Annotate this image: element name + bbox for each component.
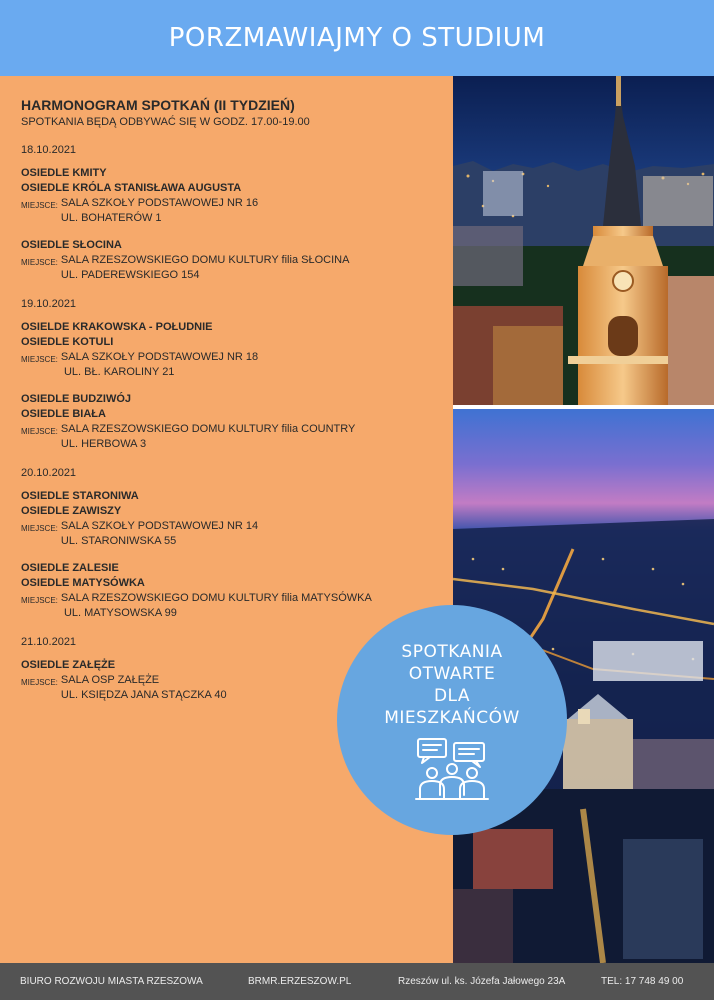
badge-line: DLA [433,686,471,706]
venue-address: UL. BŁ. KAROLINY 21 [60,366,175,378]
venue-address: UL. HERBOWA 3 [60,438,147,450]
open-meetings-badge [337,605,567,835]
venue-address: UL. PADEREWSKIEGO 154 [60,269,200,281]
page-footer [0,963,714,1000]
venue-address: UL. MATYSOWSKA 99 [60,607,177,619]
day-date: 21.10.2021 [21,636,77,648]
district-name: OSIEDLE BIAŁA [21,408,106,420]
meeting-place [21,196,441,226]
venue-name: SALA RZESZOWSKIEGO DOMU KULTURY filia MATYSÓWKA [60,592,372,604]
meeting-place [21,350,441,380]
photo-column [453,76,714,963]
venue-name: SALA OSP ZAŁĘŻE [60,674,160,686]
day-date: 18.10.2021 [21,144,77,156]
meeting-place [21,422,441,452]
day-section [21,143,441,283]
schedule-title: HARMONOGRAM SPOTKAŃ (II TYDZIEŃ) [21,97,295,113]
meeting-block [21,392,441,452]
district-name: OSIEDLE ZAŁĘŻE [21,659,116,671]
venue-address: UL. STARONIWSKA 55 [60,535,177,547]
meeting-block [21,489,441,549]
place-label: MIEJSCE: [21,427,58,436]
schedule-subtitle: SPOTKANIA BĘDĄ ODBYWAĆ SIĘ W GODZ. 17.00-19.00 [21,116,310,128]
venue-name: SALA SZKOŁY PODSTAWOWEJ NR 16 [60,197,259,209]
meeting-place [21,519,441,549]
page-header [0,0,714,76]
badge-line: OTWARTE [408,664,496,684]
place-label: MIEJSCE: [21,524,58,533]
page-title: PORZMAWIAJMY O STUDIUM [168,23,546,53]
meeting-place [21,253,441,283]
footer-website[interactable]: BRMR.ERZESZOW.PL [248,976,352,987]
venue-name: SALA RZESZOWSKIEGO DOMU KULTURY filia SŁOCINA [60,254,350,266]
footer-phone: TEL: 17 748 49 00 [601,976,684,987]
meeting-block [21,166,441,226]
footer-organization: BIURO ROZWOJU MIASTA RZESZOWA [20,976,203,987]
meeting-block [21,320,441,380]
place-label: MIEJSCE: [21,258,58,267]
district-name: OSIEDLE ZAWISZY [21,505,122,517]
meeting-block [21,561,441,621]
meeting-block [21,238,441,283]
city-night-photo-top [453,76,714,405]
district-name: OSIEDLE MATYSÓWKA [21,577,145,589]
badge-line: MIESZKAŃCÓW [384,708,520,728]
badge-line: SPOTKANIA [401,642,503,662]
day-date: 20.10.2021 [21,467,77,479]
place-label: MIEJSCE: [21,355,58,364]
day-section [21,297,441,452]
venue-name: SALA SZKOŁY PODSTAWOWEJ NR 14 [60,520,259,532]
photo-divider [453,405,714,409]
badge-text [384,641,520,729]
district-name: OSIEDLE ZALESIE [21,562,119,574]
district-name: OSIEDLE KRÓLA STANISŁAWA AUGUSTA [21,182,242,194]
meeting-icon [412,737,492,805]
venue-address: UL. KSIĘDZA JANA STĄCZKA 40 [60,689,227,701]
district-name: OSIELDE KRAKOWSKA - POŁUDNIE [21,321,213,333]
venue-name: SALA RZESZOWSKIEGO DOMU KULTURY filia COUNTRY [60,423,356,435]
day-section [21,466,441,621]
schedule-content [21,97,441,715]
district-name: OSIEDLE BUDZIWÓJ [21,393,132,405]
place-label: MIEJSCE: [21,201,58,210]
venue-name: SALA SZKOŁY PODSTAWOWEJ NR 18 [60,351,259,363]
place-label: MIEJSCE: [21,678,58,687]
district-name: OSIEDLE STARONIWA [21,490,139,502]
place-label: MIEJSCE: [21,596,58,605]
district-name: OSIEDLE KOTULI [21,336,114,348]
footer-address: Rzeszów ul. ks. Józefa Jałowego 23A [398,976,566,987]
venue-address: UL. BOHATERÓW 1 [60,212,162,224]
meeting-place [21,591,441,621]
district-name: OSIEDLE KMITY [21,167,107,179]
day-date: 19.10.2021 [21,298,77,310]
district-name: OSIEDLE SŁOCINA [21,239,122,251]
